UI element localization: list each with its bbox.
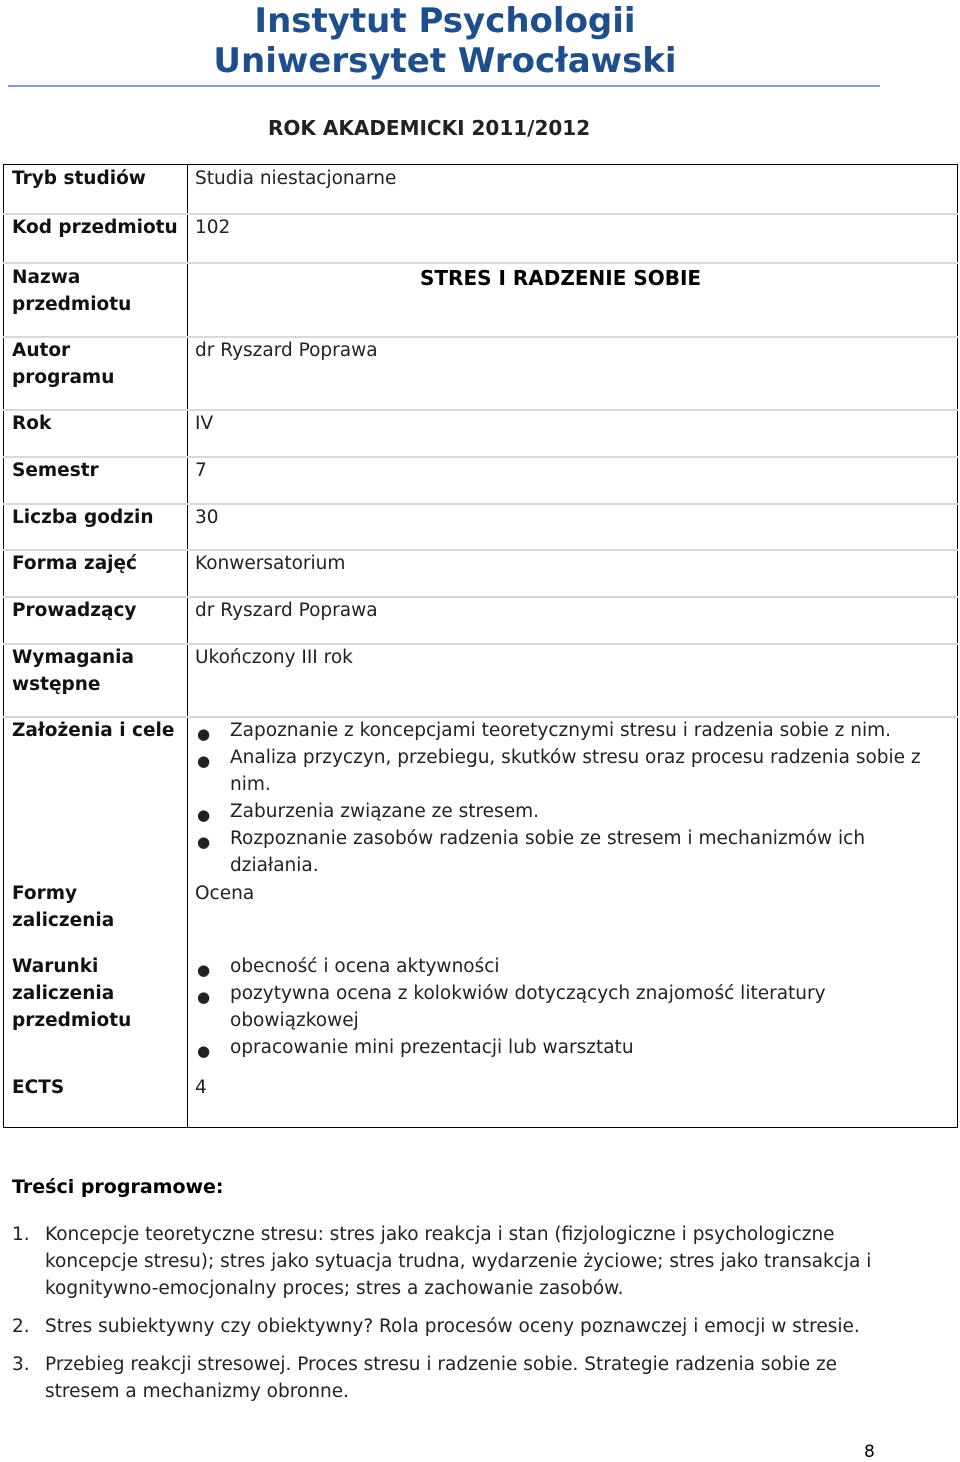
institute-name: Instytut Psychologii <box>254 1 636 41</box>
row-divider <box>3 262 958 264</box>
nazwa-label <box>12 264 131 318</box>
prowadzacy-label: Prowadzący <box>12 600 137 621</box>
ects-value: 4 <box>195 1077 207 1098</box>
warunki-list <box>195 953 835 1061</box>
tresci-item-number: 2. <box>12 1316 30 1337</box>
warunki-item <box>195 1034 835 1061</box>
liczba-godzin-label: Liczba godzin <box>12 507 154 528</box>
autor-label <box>12 337 114 391</box>
wymagania-label-line2: wstępne <box>12 674 101 695</box>
rok-label: Rok <box>12 413 52 434</box>
zalozenia-label: Założenia i cele <box>12 720 175 741</box>
nazwa-label-line1: Nazwa <box>12 267 81 288</box>
prowadzacy-value: dr Ryszard Poprawa <box>195 600 378 621</box>
warunki-item <box>195 980 835 1034</box>
ects-label: ECTS <box>12 1077 65 1098</box>
formy-label-line1: Formy <box>12 883 78 904</box>
wymagania-label <box>12 644 134 698</box>
forma-zajec-value: Konwersatorium <box>195 553 346 574</box>
bullet-icon: ● <box>197 1042 211 1060</box>
warunki-label <box>12 953 131 1034</box>
table-column-divider <box>187 164 188 1128</box>
autor-label-line1: Autor <box>12 340 71 361</box>
zalozenia-item <box>195 798 953 825</box>
header-divider <box>8 85 880 87</box>
warunki-label-line2: zaliczenia <box>12 983 115 1004</box>
semestr-value: 7 <box>195 460 207 481</box>
formy-label <box>12 880 114 934</box>
bullet-icon: ● <box>197 833 211 851</box>
zalozenia-list <box>195 717 953 879</box>
row-divider <box>3 456 958 458</box>
row-divider <box>3 336 958 338</box>
formy-value: Ocena <box>195 883 255 904</box>
forma-zajec-label: Forma zajęć <box>12 553 138 574</box>
tryb-label: Tryb studiów <box>12 168 146 189</box>
row-divider <box>3 643 958 645</box>
nazwa-label-line2: przedmiotu <box>12 294 132 315</box>
page-number: 8 <box>864 1442 875 1462</box>
warunki-item-text: opracowanie mini prezentacji lub warsztatu <box>230 1037 634 1058</box>
academic-year: ROK AKADEMICKI 2011/2012 <box>268 116 591 140</box>
rok-value: IV <box>195 413 214 434</box>
bullet-icon: ● <box>197 752 211 770</box>
tresci-item-text: Stres subiektywny czy obiektywny? Rola procesów oceny poznawczej i emocji w stresie. <box>45 1316 860 1337</box>
bullet-icon: ● <box>197 725 211 743</box>
tresci-item-text: Przebieg reakcji stresowej. Proces stresu i radzenie sobie. Strategie radzenia sobie ze stresem a mechanizmy obronne. <box>45 1354 838 1402</box>
tresci-item <box>12 1221 917 1302</box>
zalozenia-item-text: Rozpoznanie zasobów radzenia sobie ze stresem i mechanizmów ich działania. <box>230 828 866 876</box>
kod-value: 102 <box>195 217 231 238</box>
tryb-value: Studia niestacjonarne <box>195 168 397 189</box>
subject-name: STRES I RADZENIE SOBIE <box>420 266 702 290</box>
tresci-item <box>12 1351 917 1405</box>
liczba-godzin-value: 30 <box>195 507 219 528</box>
zalozenia-item <box>195 744 953 798</box>
semestr-label: Semestr <box>12 460 99 481</box>
tresci-item-text: Koncepcje teoretyczne stresu: stres jako reakcja i stan (fizjologiczne i psychologiczne koncepcje stresu); stres jako sytuacja trudna, wydarzenie życiowe; stres jako transakcja i kognitywno-emocjonalny proces; stres a zachowanie zasobów. <box>45 1224 872 1299</box>
warunki-item <box>195 953 835 980</box>
kod-label: Kod przedmiotu <box>12 217 178 238</box>
warunki-item-text: pozytywna ocena z kolokwiów dotyczących znajomość literatury obowiązkowej <box>230 983 826 1031</box>
tresci-item-number: 1. <box>12 1224 30 1245</box>
bullet-icon: ● <box>197 961 211 979</box>
warunki-label-line1: Warunki <box>12 956 99 977</box>
row-divider <box>3 549 958 551</box>
zalozenia-item <box>195 717 953 744</box>
tresci-title: Treści programowe: <box>12 1176 224 1198</box>
autor-label-line2: programu <box>12 367 115 388</box>
warunki-item-text: obecność i ocena aktywności <box>230 956 500 977</box>
university-name: Uniwersytet Wrocławski <box>213 41 677 81</box>
wymagania-label-line1: Wymagania <box>12 647 134 668</box>
zalozenia-item-text: Analiza przyczyn, przebiegu, skutków stresu oraz procesu radzenia sobie z nim. <box>230 747 921 795</box>
bullet-icon: ● <box>197 988 211 1006</box>
zalozenia-item-text: Zaburzenia związane ze stresem. <box>230 801 539 822</box>
zalozenia-item <box>195 825 953 879</box>
row-divider <box>3 596 958 598</box>
bullet-icon: ● <box>197 806 211 824</box>
tresci-item <box>12 1313 917 1340</box>
zalozenia-item-text: Zapoznanie z koncepcjami teoretycznymi stresu i radzenia sobie z nim. <box>230 720 892 741</box>
tresci-item-number: 3. <box>12 1354 30 1375</box>
autor-value: dr Ryszard Poprawa <box>195 340 378 361</box>
warunki-label-line3: przedmiotu <box>12 1010 132 1031</box>
wymagania-value: Ukończony III rok <box>195 647 353 668</box>
formy-label-line2: zaliczenia <box>12 910 115 931</box>
row-divider <box>3 409 958 411</box>
